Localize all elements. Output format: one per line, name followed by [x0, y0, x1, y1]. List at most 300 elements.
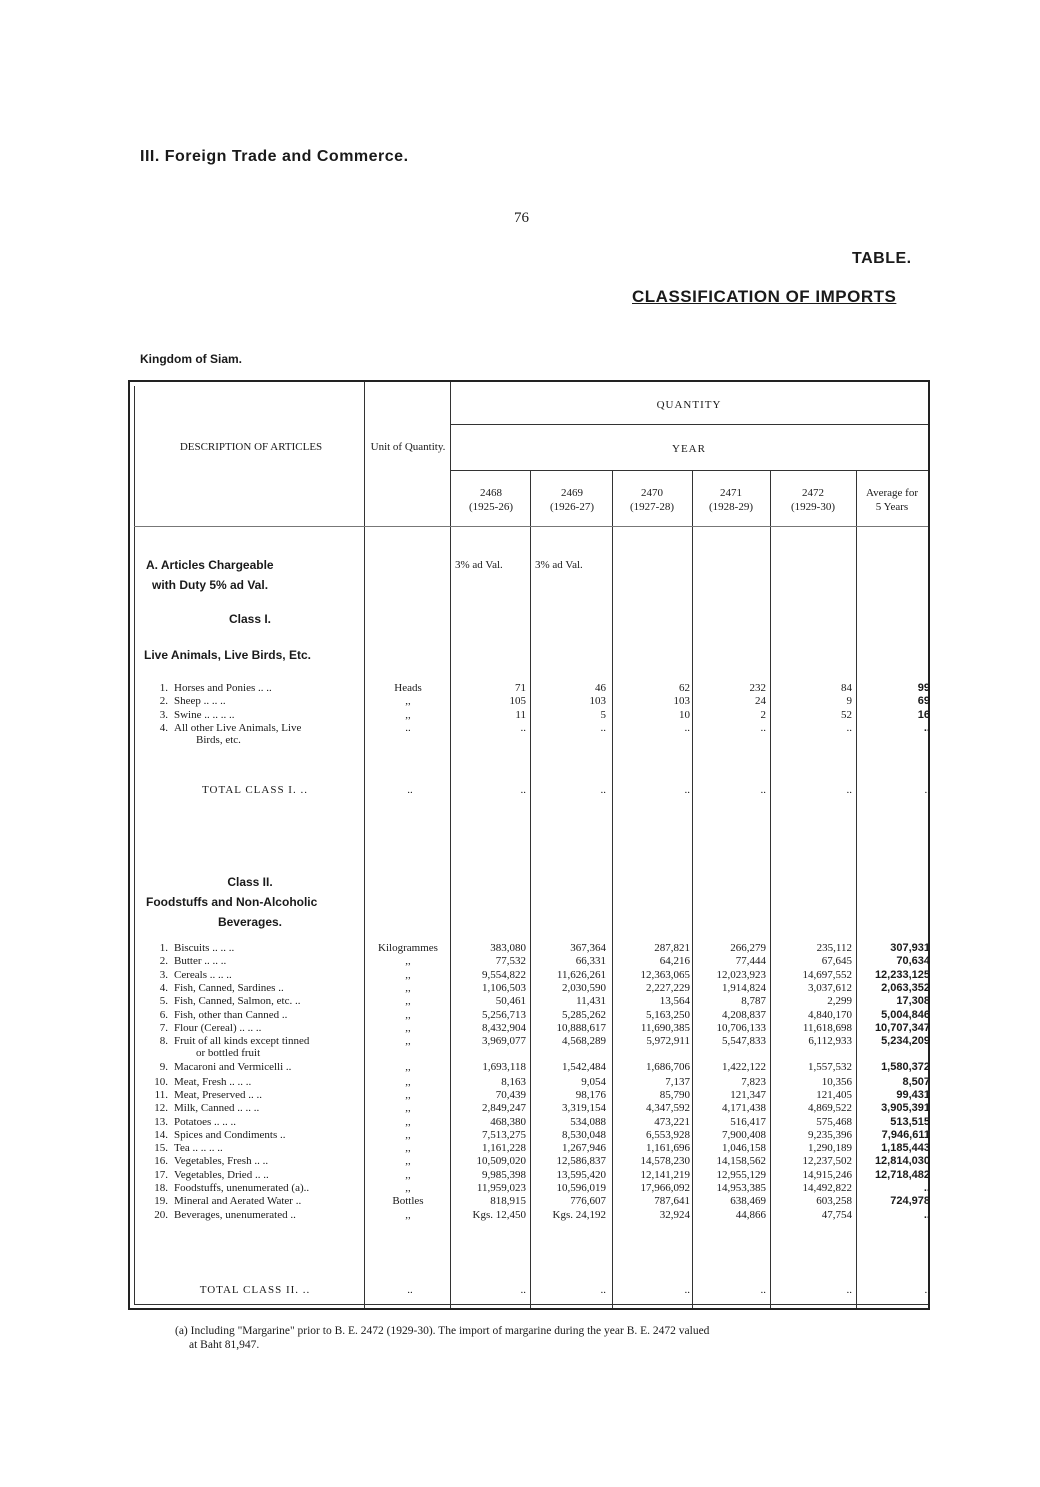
average-value: 10,707,347	[874, 1021, 930, 1034]
quantity-value: Kgs. 12,450	[472, 1208, 526, 1221]
quantity-value: 12,237,502	[802, 1155, 852, 1168]
quantity-value: 8,432,904	[482, 1021, 526, 1034]
quantity-value: 12,955,129	[716, 1168, 766, 1181]
article-description: Potatoes .. .. ..	[174, 1115, 237, 1128]
average-value: 307,931	[890, 942, 930, 954]
quantity-value: 11,618,698	[802, 1021, 852, 1034]
quantity-value: 1,422,122	[722, 1061, 766, 1074]
table-row	[0, 955, 1040, 968]
year-2469-header	[532, 486, 612, 514]
quantity-value: 14,158,562	[716, 1155, 766, 1168]
table-row	[0, 1009, 1040, 1022]
year-ce: (1929-30)	[791, 501, 835, 513]
page-number: 76	[514, 210, 529, 226]
quantity-value: 516,417	[730, 1115, 766, 1128]
quantity-value: 1,693,118	[482, 1061, 526, 1074]
table-row	[0, 1076, 1040, 1089]
unit-header: Unit of Quantity.	[370, 441, 446, 453]
total-class-2-label: TOTAL CLASS II. ..	[199, 1284, 311, 1296]
article-description: Meat, Fresh .. .. ..	[174, 1075, 252, 1088]
quantity-value: 32,924	[659, 1208, 690, 1221]
unit-of-quantity: Heads	[394, 682, 422, 694]
quantity-value: 4,171,438	[722, 1102, 766, 1115]
table-row	[0, 982, 1040, 995]
quantity-value: 534,088	[570, 1115, 606, 1128]
average-value: 3,905,391	[881, 1102, 930, 1115]
quantity-value: 44,866	[735, 1208, 766, 1221]
quantity-value: 367,364	[570, 942, 606, 954]
class-2-title-cont: Beverages.	[217, 915, 283, 929]
quantity-value: 67,645	[821, 955, 852, 968]
table-row	[0, 1102, 1040, 1115]
average-value: ..	[923, 721, 930, 734]
unit-of-quantity: ,,	[405, 1168, 411, 1181]
quantity-value: 1,686,706	[646, 1061, 690, 1074]
unit-of-quantity: ,,	[405, 981, 411, 994]
table-row	[0, 1209, 1040, 1222]
year-header: YEAR	[672, 443, 706, 455]
average-value: ..	[923, 1182, 930, 1194]
quantity-value: 818,915	[490, 1195, 526, 1208]
quantity-value: 3,969,077	[482, 1035, 526, 1048]
average-value: 1,185,443	[881, 1142, 930, 1155]
unit-of-quantity: Kilogrammes	[378, 942, 438, 954]
article-description: Sheep .. .. ..	[174, 695, 226, 708]
quantity-value: 7,900,408	[722, 1128, 766, 1141]
quantity-value: 11,626,261	[556, 968, 606, 981]
row-number: 15.	[154, 1142, 168, 1155]
year-be: 2472	[802, 487, 824, 499]
year-ce: (1926-27)	[550, 501, 594, 513]
article-description: Mineral and Aerated Water ..	[174, 1195, 302, 1208]
unit-of-quantity: ,,	[405, 1008, 411, 1021]
total-value: ..	[924, 784, 930, 796]
quantity-value: 2,030,590	[562, 981, 606, 994]
row-number: 4.	[159, 981, 168, 994]
quantity-value: 235,112	[816, 942, 852, 954]
total-value: ..	[760, 784, 766, 796]
header-rule-bottom	[134, 526, 928, 527]
article-description-cont: or bottled fruit	[196, 1047, 261, 1060]
average-value: ..	[923, 1208, 930, 1221]
article-description-cont: Birds, etc.	[196, 733, 241, 746]
quantity-value: 14,578,230	[640, 1155, 690, 1168]
quantity-value: 9,554,822	[482, 968, 526, 981]
average-value: 12,233,125	[874, 968, 930, 981]
quantity-value: 2,849,247	[482, 1102, 526, 1115]
article-description: Meat, Preserved .. ..	[174, 1088, 262, 1101]
footnote-line-1: (a) Including "Margarine" prior to B. E. 2472 (1929-30). The import of margarine during the year B. E. 2472 valued	[175, 1325, 710, 1337]
average-label: Average for	[865, 487, 918, 499]
article-description: Butter .. .. ..	[174, 955, 227, 968]
quantity-value: 8,787	[741, 995, 766, 1008]
quantity-value: 14,915,246	[802, 1168, 852, 1181]
quantity-value: 11,959,023	[476, 1182, 526, 1194]
quantity-value: 4,347,592	[646, 1102, 690, 1115]
quantity-value: 4,840,170	[808, 1008, 852, 1021]
table-row	[0, 1089, 1040, 1102]
quantity-value: 9,985,398	[482, 1168, 526, 1181]
average-value: 2,063,352	[881, 981, 930, 994]
unit-of-quantity: ..	[405, 721, 411, 734]
class-2-title: Foodstuffs and Non-Alcoholic	[146, 895, 318, 909]
footnote-line-2: at Baht 81,947.	[189, 1339, 260, 1351]
quantity-value: 575,468	[816, 1115, 852, 1128]
quantity-value: 105	[509, 695, 526, 708]
year-2472-header	[770, 486, 856, 514]
unit-of-quantity: ,,	[405, 1075, 411, 1088]
quantity-value: 787,641	[654, 1195, 690, 1208]
row-number: 7.	[159, 1021, 168, 1034]
table-title: CLASSIFICATION OF IMPORTS	[632, 287, 897, 306]
quantity-value: 5	[600, 708, 606, 721]
average-value: 7,946,611	[881, 1128, 930, 1141]
description-header	[166, 440, 336, 454]
average-value: 99,431	[896, 1088, 930, 1101]
row-number: 6.	[159, 1008, 168, 1021]
quantity-value: 13,595,420	[556, 1168, 606, 1181]
article-description: Macaroni and Vermicelli ..	[174, 1061, 292, 1074]
total-value: ..	[600, 784, 606, 796]
quantity-value: ..	[684, 721, 690, 734]
article-description: Biscuits .. .. ..	[174, 942, 235, 954]
quantity-value: 10,706,133	[716, 1021, 766, 1034]
quantity-value: 1,161,696	[646, 1142, 690, 1155]
quantity-value: 14,953,385	[716, 1182, 766, 1194]
quantity-value: 10,596,019	[556, 1182, 606, 1194]
total-class-1-label: TOTAL CLASS I. ..	[202, 784, 308, 796]
total-unit: ..	[407, 1284, 413, 1296]
quantity-value: 52	[841, 708, 852, 721]
article-description: Vegetables, Dried .. ..	[174, 1168, 269, 1181]
quantity-value: 638,469	[730, 1195, 766, 1208]
average-value: 99	[917, 682, 930, 694]
quantity-value: 11	[515, 708, 526, 721]
quantity-value: 84	[841, 682, 852, 694]
unit-of-quantity: ,,	[405, 1021, 411, 1034]
average-value: 1,580,372	[881, 1061, 930, 1074]
quantity-value: 12,586,837	[556, 1155, 606, 1168]
unit-of-quantity: ,,	[405, 1208, 411, 1221]
unit-of-quantity: ,,	[405, 1035, 411, 1048]
average-value: 5,004,846	[881, 1008, 930, 1021]
article-description: Fish, Canned, Sardines ..	[174, 981, 284, 994]
table-row	[0, 1129, 1040, 1142]
quantity-value: 2,227,229	[646, 981, 690, 994]
quantity-value: 17,966,092	[640, 1182, 690, 1194]
row-number: 4.	[159, 721, 168, 734]
quantity-value: 383,080	[490, 942, 526, 954]
quantity-value: 85,790	[659, 1088, 690, 1101]
quantity-value: 77,532	[495, 955, 526, 968]
quantity-value: 5,547,833	[722, 1035, 766, 1048]
total-value: ..	[600, 1284, 606, 1296]
quantity-value: 10,888,617	[556, 1021, 606, 1034]
table-row	[0, 1116, 1040, 1129]
table-row	[0, 1155, 1040, 1168]
quantity-value: 266,279	[730, 942, 766, 954]
description-header-text: DESCRIPTION OF ARTICLES	[179, 441, 323, 453]
table-row	[0, 1061, 1040, 1074]
average-value: 12,718,482	[874, 1168, 930, 1181]
average-value: 69	[917, 695, 930, 708]
quantity-value: 12,023,923	[716, 968, 766, 981]
table-row	[0, 695, 1040, 708]
article-description: Beverages, unenumerated ..	[174, 1208, 296, 1221]
year-be: 2468	[480, 487, 502, 499]
table-row-continuation	[0, 1047, 1040, 1060]
quantity-value: 5,256,713	[482, 1008, 526, 1021]
unit-of-quantity: ,,	[405, 1128, 411, 1141]
quantity-value: 12,141,219	[640, 1168, 690, 1181]
quantity-value: 9,054	[581, 1075, 606, 1088]
table-row	[0, 942, 1040, 955]
quantity-value: 287,821	[654, 942, 690, 954]
quantity-value: 121,347	[730, 1088, 766, 1101]
quantity-value: 7,513,275	[482, 1128, 526, 1141]
quantity-value: 46	[595, 682, 606, 694]
row-number: 8.	[159, 1035, 168, 1048]
unit-of-quantity: ,,	[405, 1115, 411, 1128]
quantity-value: 5,285,262	[562, 1008, 606, 1021]
class-1-label: Class I.	[228, 612, 272, 626]
quantity-value: 103	[673, 695, 690, 708]
quantity-value: 24	[755, 695, 766, 708]
quantity-value: 14,697,552	[802, 968, 852, 981]
total-value: ..	[924, 1284, 930, 1296]
average-value: 12,814,030	[874, 1155, 930, 1168]
kingdom-label: Kingdom of Siam.	[140, 352, 242, 366]
average-header	[856, 486, 928, 514]
quantity-value: ..	[760, 721, 766, 734]
year-2471-header	[692, 486, 770, 514]
article-description: All other Live Animals, Live	[174, 721, 302, 734]
unit-of-quantity: ,,	[405, 1061, 411, 1074]
quantity-value: 4,568,289	[562, 1035, 606, 1048]
quantity-value: 47,754	[821, 1208, 852, 1221]
quantity-value: 3,037,612	[808, 981, 852, 994]
average-value: 724,978	[890, 1195, 930, 1208]
quantity-value: 12,363,065	[640, 968, 690, 981]
class-1-title: Live Animals, Live Birds, Etc.	[144, 648, 311, 662]
article-description: Flour (Cereal) .. .. ..	[174, 1021, 262, 1034]
year-be: 2470	[641, 487, 663, 499]
quantity-value: 473,221	[654, 1115, 690, 1128]
quantity-value: 1,046,158	[722, 1142, 766, 1155]
article-description: Fruit of all kinds except tinned	[174, 1035, 310, 1048]
row-number: 9.	[159, 1061, 168, 1074]
quantity-value: 4,208,837	[722, 1008, 766, 1021]
average-value: 513,515	[890, 1115, 930, 1128]
row-number: 18.	[154, 1182, 168, 1194]
row-number: 1.	[159, 942, 168, 954]
article-description: Milk, Canned .. .. ..	[174, 1102, 260, 1115]
quantity-value: 10,509,020	[476, 1155, 526, 1168]
header-rule-quantity	[450, 424, 928, 425]
table-row	[0, 1142, 1040, 1155]
quantity-value: 1,290,189	[808, 1142, 852, 1155]
quantity-value: 10	[679, 708, 690, 721]
average-years: 5 Years	[875, 501, 909, 513]
year-be: 2469	[561, 487, 583, 499]
section-a-duty: with Duty 5% ad Val.	[152, 578, 269, 592]
quantity-value: 1,914,824	[722, 981, 766, 994]
row-number: 2.	[159, 695, 168, 708]
section-heading: III. Foreign Trade and Commerce.	[140, 148, 409, 165]
average-value: 17,308	[896, 995, 930, 1008]
average-value: 70,634	[896, 955, 930, 968]
quantity-value: 14,492,822	[802, 1182, 852, 1194]
quantity-value: 603,258	[816, 1195, 852, 1208]
quantity-value: 66,331	[575, 955, 606, 968]
quantity-value: 62	[679, 682, 690, 694]
average-value: 8,507	[902, 1075, 930, 1088]
quantity-value: 103	[589, 695, 606, 708]
quantity-value: 11,690,385	[640, 1021, 690, 1034]
quantity-value: 11,431	[576, 995, 606, 1008]
total-unit: ..	[407, 784, 413, 796]
table-row	[0, 995, 1040, 1008]
quantity-value: ..	[520, 721, 526, 734]
quantity-value: 9,235,396	[808, 1128, 852, 1141]
total-value: ..	[684, 1284, 690, 1296]
total-value: ..	[520, 1284, 526, 1296]
quantity-value: 10,356	[821, 1075, 852, 1088]
total-value: ..	[846, 784, 852, 796]
row-number: 12.	[154, 1102, 168, 1115]
year-2468-header	[452, 486, 530, 514]
row-number: 10.	[154, 1075, 168, 1088]
total-value: ..	[520, 784, 526, 796]
table-row	[0, 1182, 1040, 1195]
total-value: ..	[846, 1284, 852, 1296]
quantity-value: 8,163	[501, 1075, 526, 1088]
article-description: Swine .. .. .. ..	[174, 708, 235, 721]
row-number: 3.	[159, 968, 168, 981]
average-value: 5,234,209	[881, 1035, 930, 1048]
article-description: Horses and Ponies .. ..	[174, 682, 272, 694]
unit-of-quantity: ,,	[405, 1182, 411, 1194]
quantity-value: 7,823	[741, 1075, 766, 1088]
quantity-value: 64,216	[659, 955, 690, 968]
quantity-header: QUANTITY	[656, 399, 722, 411]
year-2470-header	[612, 486, 692, 514]
row-number: 17.	[154, 1168, 168, 1181]
class-2-label: Class II.	[227, 875, 273, 889]
table-label: TABLE.	[852, 250, 912, 267]
article-description: Vegetables, Fresh .. ..	[174, 1155, 269, 1168]
row-number: 1.	[159, 682, 168, 694]
quantity-value: 3,319,154	[562, 1102, 606, 1115]
quantity-value: 70,439	[495, 1088, 526, 1101]
table-row	[0, 709, 1040, 722]
article-description: Cereals .. .. ..	[174, 968, 232, 981]
total-value: ..	[684, 784, 690, 796]
quantity-value: 468,380	[490, 1115, 526, 1128]
average-value: 16	[917, 708, 930, 721]
table-row	[0, 1169, 1040, 1182]
row-number: 14.	[154, 1128, 168, 1141]
quantity-value: 71	[515, 682, 526, 694]
row-number: 11.	[154, 1088, 168, 1101]
row-number: 20.	[154, 1208, 168, 1221]
quantity-value: ..	[846, 721, 852, 734]
quantity-value: 2	[760, 708, 766, 721]
quantity-value: 5,972,911	[646, 1035, 690, 1048]
quantity-value: 776,607	[570, 1195, 606, 1208]
quantity-value: 50,461	[495, 995, 526, 1008]
row-number: 3.	[159, 708, 168, 721]
article-description: Fish, other than Canned ..	[174, 1008, 288, 1021]
quantity-value: 2,299	[827, 995, 852, 1008]
quantity-value: ..	[600, 721, 606, 734]
quantity-value: 4,869,522	[808, 1102, 852, 1115]
unit-of-quantity: ,,	[405, 968, 411, 981]
footnote	[175, 1324, 945, 1352]
unit-of-quantity: ,,	[405, 1102, 411, 1115]
row-number: 5.	[159, 995, 168, 1008]
row-number: 19.	[154, 1195, 168, 1208]
year-ce: (1927-28)	[630, 501, 674, 513]
unit-of-quantity: ,,	[405, 955, 411, 968]
table-row	[0, 969, 1040, 982]
year-be: 2471	[720, 487, 742, 499]
year-ce: (1925-26)	[469, 501, 513, 513]
article-description: Tea .. .. .. ..	[174, 1142, 223, 1155]
header-rule-year	[450, 470, 928, 471]
unit-of-quantity: ,,	[405, 1155, 411, 1168]
table-row	[0, 1195, 1040, 1208]
row-number: 16.	[154, 1155, 168, 1168]
quantity-value: 1,161,228	[482, 1142, 526, 1155]
table-row-continuation	[0, 734, 1040, 747]
unit-of-quantity: ,,	[405, 1088, 411, 1101]
quantity-value: 6,112,933	[808, 1035, 852, 1048]
quantity-value: 6,553,928	[646, 1128, 690, 1141]
article-description: Foodstuffs, unenumerated (a)..	[174, 1182, 310, 1194]
quantity-value: 5,163,250	[646, 1008, 690, 1021]
table-bottom-rule	[134, 1304, 928, 1305]
unit-of-quantity: ,,	[405, 1142, 411, 1155]
table-row	[0, 1022, 1040, 1035]
quantity-value: 98,176	[575, 1088, 606, 1101]
rate-2469: 3% ad Val.	[535, 559, 583, 571]
quantity-value: 1,557,532	[808, 1061, 852, 1074]
year-ce: (1928-29)	[709, 501, 753, 513]
section-a-title: A. Articles Chargeable	[146, 558, 274, 572]
row-number: 13.	[154, 1115, 168, 1128]
quantity-value: 232	[749, 682, 766, 694]
article-description: Spices and Condiments ..	[174, 1128, 286, 1141]
rate-2468: 3% ad Val.	[455, 559, 503, 571]
unit-of-quantity: ,,	[405, 995, 411, 1008]
quantity-value: 1,267,946	[562, 1142, 606, 1155]
quantity-value: 7,137	[665, 1075, 690, 1088]
row-number: 2.	[159, 955, 168, 968]
quantity-value: 9	[846, 695, 852, 708]
quantity-value: 1,542,484	[562, 1061, 606, 1074]
quantity-value: 121,405	[816, 1088, 852, 1101]
quantity-value: 77,444	[735, 955, 766, 968]
quantity-value: 13,564	[659, 995, 690, 1008]
article-description: Fish, Canned, Salmon, etc. ..	[174, 995, 301, 1008]
total-value: ..	[760, 1284, 766, 1296]
table-row	[0, 682, 1040, 695]
quantity-value: 1,106,503	[482, 981, 526, 994]
unit-of-quantity: Bottles	[392, 1195, 424, 1208]
unit-of-quantity: ,,	[405, 695, 411, 708]
quantity-value: Kgs. 24,192	[552, 1208, 606, 1221]
